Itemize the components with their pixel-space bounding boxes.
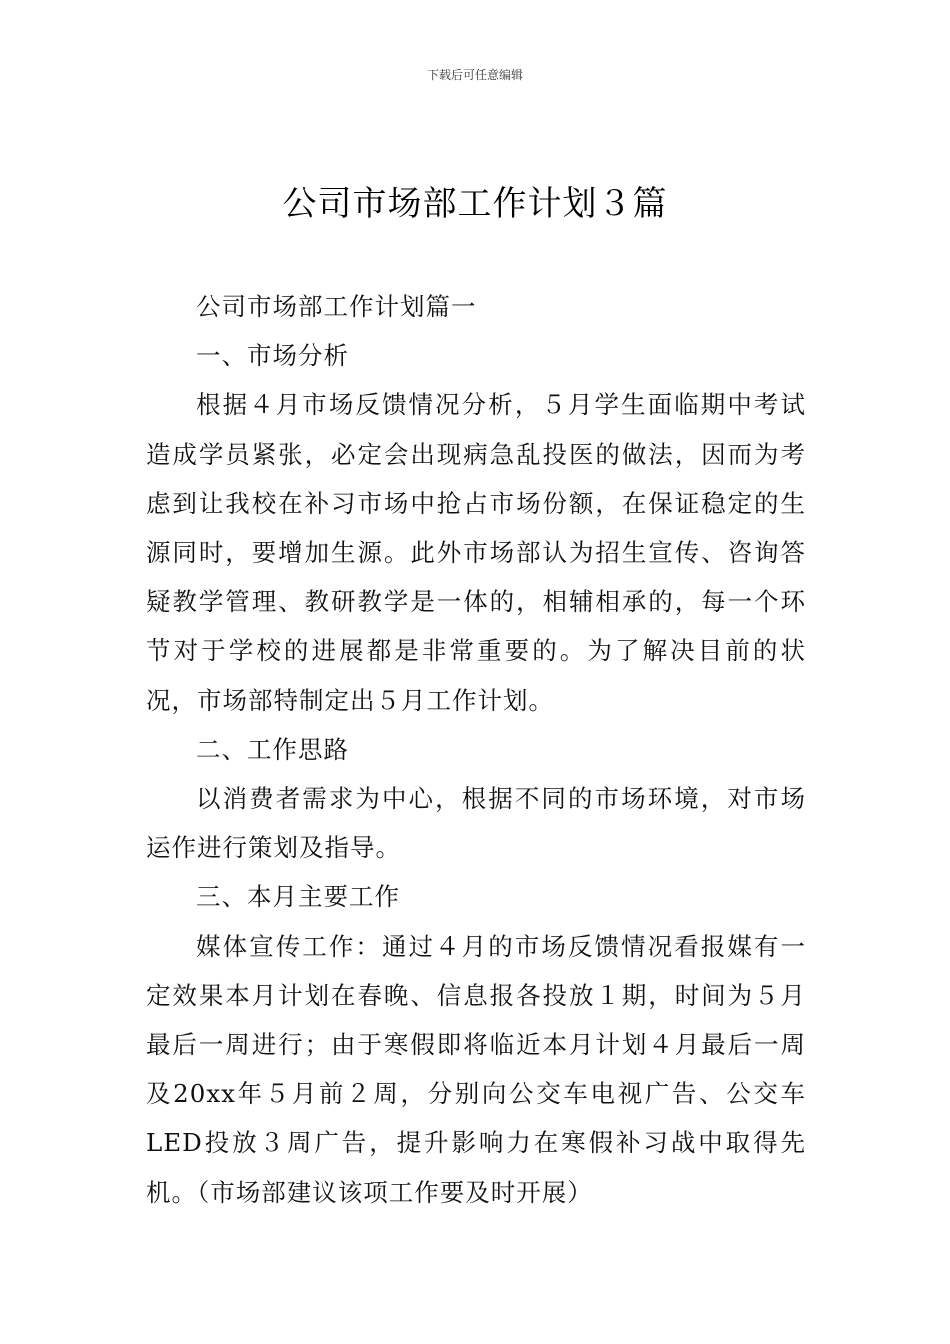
subsection-heading: 一、市场分析 [196,341,349,371]
subsection-heading: 三、本月主要工作 [196,882,400,912]
document-title: 公司市场部工作计划３篇 [282,184,668,224]
body-paragraph: 以消费者需求为中心，根据不同的市场环境，对市场运作进行策划及指导。 [146,784,806,863]
subsection-heading: 二、工作思路 [196,734,349,764]
section-heading: 公司市场部工作计划篇一 [196,292,477,321]
body-paragraph: 根据４月市场反馈情况分析，５月学生面临期中考试造成学员紧张，必定会出现病急乱投医的做法，因而为考虑到让我校在补习市场中抢占市场份额，在保证稳定的生源同时，要增加生源。此外市场部认为招生宣传、咨询答疑教学管理、教研教学是一体的，相辅相承的，每一个环节对于学校的进展都是非常重要的。为了解决目前的状况，市场部特制定出５月工作计划。 [146,390,806,715]
body-paragraph: 媒体宣传工作：通过４月的市场反馈情况看报媒有一定效果本月计划在春晚、信息报各投放１期，时间为５月最后一周进行；由于寒假即将临近本月计划４月最后一周及20xx年５月前２周，分别向公交车电视广告、公交车LED投放３周广告，提升影响力在寒假补习战中取得先机。（市场部建议该项工作要及时开展） [146,931,806,1207]
header-note: 下载后可任意编辑 [426,68,523,82]
document-body [146,282,806,1217]
